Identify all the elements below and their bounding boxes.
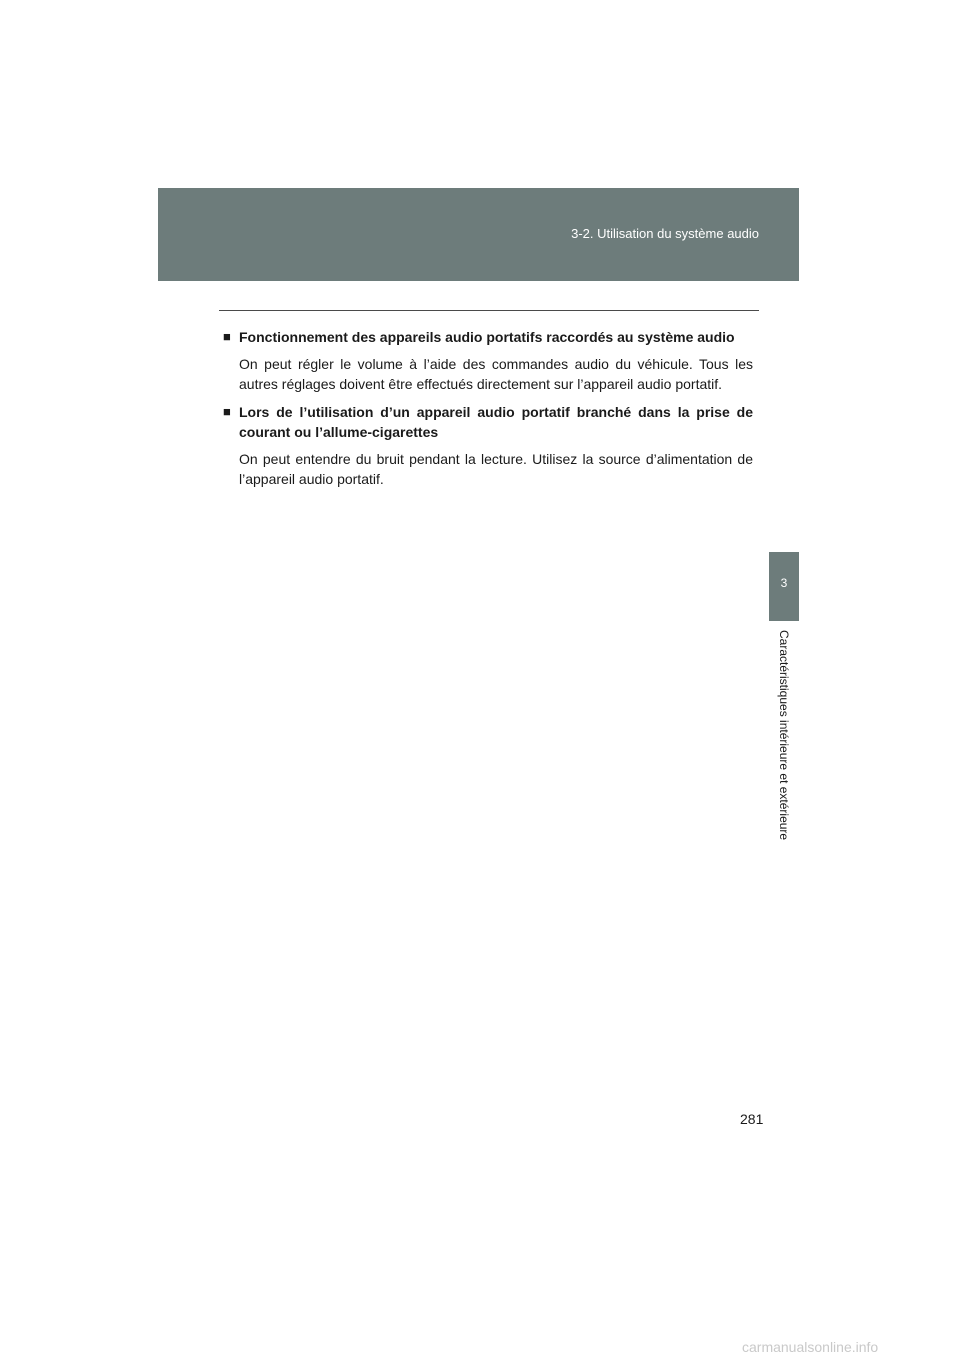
note-heading [223, 402, 753, 442]
section-title: 3-2. Utilisation du système audio [571, 226, 759, 241]
note-item [223, 402, 753, 489]
square-bullet-icon: ■ [223, 404, 231, 419]
chapter-label: Caractéristiques intérieure et extérieure [777, 630, 791, 841]
section-divider [219, 310, 759, 311]
note-item [223, 327, 753, 394]
note-heading-text: Lors de l’utilisation d’un appareil audio portatif branché dans la prise de courant ou l’allume-cigarettes [239, 404, 753, 440]
note-body: On peut régler le volume à l’aide des commandes audio du véhicule. Tous les autres réglages doivent être effectués directement sur l’appareil audio portatif. [239, 356, 753, 392]
chapter-number: 3 [780, 576, 788, 590]
page-content [223, 327, 753, 497]
chapter-tab [769, 552, 799, 621]
note-heading [223, 327, 753, 347]
note-body: On peut entendre du bruit pendant la lecture. Utilisez la source d’alimentation de l’appareil audio portatif. [239, 451, 753, 487]
page-number: 281 [740, 1111, 764, 1127]
square-bullet-icon: ■ [223, 329, 231, 344]
watermark: carmanualsonline.info [742, 1339, 879, 1355]
header-band [158, 188, 799, 281]
note-heading-text: Fonctionnement des appareils audio portatifs raccordés au système audio [239, 329, 735, 345]
